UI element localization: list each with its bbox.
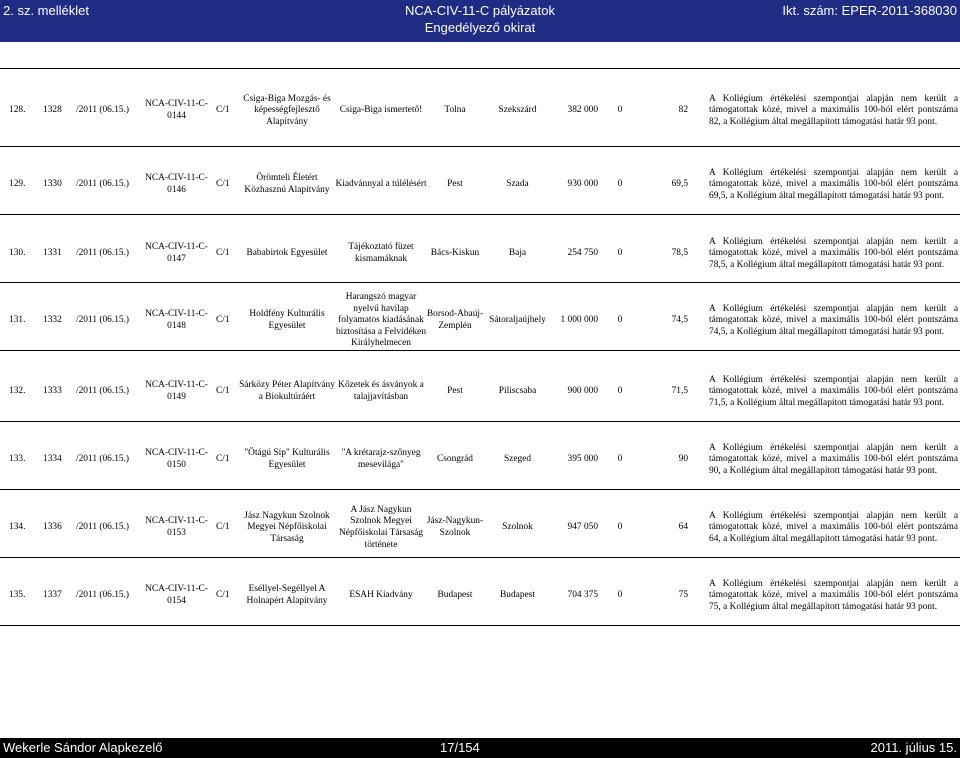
county: Pest: [447, 386, 463, 397]
row-divider: [0, 350, 960, 351]
document-subtitle: Engedélyező okirat: [424, 20, 536, 35]
requested-amount: 900 000: [567, 386, 598, 397]
category: C/1: [216, 248, 230, 259]
table-row: [0, 150, 960, 220]
application-date: /2011 (06.15.): [76, 522, 130, 533]
organization-name: Jász Nagykun Szolnok Megyei Népfőiskolai Társaság: [244, 510, 330, 544]
table-row: [0, 425, 960, 495]
table-row: [0, 561, 960, 631]
decision-note: A Kollégium értékelési szempontjai alapján nem került a támogatottak közé, mivel a maximális 100-ból elért pontszáma 74,5, a Kollégium által megállapított támogatási határ 93 pont.: [709, 303, 958, 337]
application-id: 1330: [43, 179, 62, 190]
row-number: 128.: [9, 105, 26, 116]
page-footer: [0, 738, 960, 758]
project-title: Csiga-Biga ismertető!: [339, 105, 423, 116]
granted-amount: 0: [617, 248, 623, 259]
application-id: 1333: [43, 386, 62, 397]
application-id: 1334: [43, 454, 62, 465]
category: C/1: [216, 315, 230, 326]
application-date: /2011 (06.15.): [76, 179, 130, 190]
row-divider: [0, 146, 960, 147]
row-number: 134.: [9, 522, 26, 533]
requested-amount: 930 000: [567, 179, 598, 190]
table-row: [0, 286, 960, 356]
category: C/1: [216, 522, 230, 533]
application-date: /2011 (06.15.): [76, 454, 130, 465]
granted-amount: 0: [617, 386, 623, 397]
organization-name: Sárközy Péter Alapítvány a Biokultúráért: [239, 380, 335, 402]
organization-name: Eséllyel-Segéllyel A Holnapért Alapítvány: [246, 584, 328, 606]
category: C/1: [216, 386, 230, 397]
application-code: NCA-CIV-11-C-0146: [145, 173, 208, 195]
header-rule: [0, 68, 960, 69]
row-number: 129.: [9, 179, 26, 190]
city: Budapest: [500, 590, 535, 601]
project-title: "A krétarajz-szőnyeg mesevilága": [341, 448, 421, 470]
requested-amount: 382 000: [567, 105, 598, 116]
county: Tolna: [444, 105, 466, 116]
application-id: 1332: [43, 315, 62, 326]
application-date: /2011 (06.15.): [76, 590, 130, 601]
project-title: Kőzetek és ásványok a talajjavításban: [338, 380, 424, 402]
table-row: [0, 357, 960, 427]
granted-amount: 0: [617, 105, 623, 116]
application-id: 1328: [43, 105, 62, 116]
project-title: Tájékoztató füzet kismamáknak: [348, 242, 414, 264]
project-title: A Jász Nagykun Szolnok Megyei Népfőiskolai Társaság története: [339, 504, 423, 550]
decision-note: A Kollégium értékelési szempontjai alapján nem került a támogatottak közé, mivel a maximális 100-ból elért pontszáma 82, a Kollégium által megállapított támogatási határ 93 pont.: [709, 93, 958, 127]
county: Borsod-Abaúj-Zemplén: [426, 309, 484, 331]
project-title: Harangszó magyar nyelvű havilap folyamatos kiadásának biztosítása a Felvidéken Királyhelmecen: [335, 292, 427, 349]
row-divider: [0, 557, 960, 558]
county: Pest: [447, 179, 463, 190]
requested-amount: 395 000: [567, 454, 598, 465]
score: 75: [678, 590, 688, 601]
row-number: 133.: [9, 454, 26, 465]
decision-note: A Kollégium értékelési szempontjai alapján nem került a támogatottak közé, mivel a maximális 100-ból elért pontszáma 78,5, a Kollégium által megállapított támogatási határ 93 pont.: [709, 236, 958, 270]
application-date: /2011 (06.15.): [76, 105, 130, 116]
application-code: NCA-CIV-11-C-0147: [145, 242, 208, 264]
city: Szeged: [503, 454, 532, 465]
row-number: 131.: [9, 315, 26, 326]
application-code: NCA-CIV-11-C-0148: [145, 309, 208, 331]
granted-amount: 0: [617, 179, 623, 190]
granted-amount: 0: [617, 590, 623, 601]
county: Bács-Kiskun: [430, 248, 480, 259]
city: Szekszárd: [498, 105, 537, 116]
county: Jász-Nagykun-Szolnok: [426, 516, 484, 538]
organization-name: Bababirtok Egyesület: [246, 248, 328, 259]
registry-number: Ikt. szám: EPER-2011-368030: [782, 3, 957, 18]
category: C/1: [216, 105, 230, 116]
table-row: [0, 76, 960, 146]
application-code: NCA-CIV-11-C-0150: [145, 448, 208, 470]
decision-note: A Kollégium értékelési szempontjai alapján nem került a támogatottak közé, mivel a maximális 100-ból elért pontszáma 71,5, a Kollégium által megállapított támogatási határ 93 pont.: [709, 374, 958, 408]
city: Szada: [506, 179, 529, 190]
score: 69,5: [671, 179, 688, 190]
score: 64: [678, 522, 688, 533]
row-number: 135.: [9, 590, 26, 601]
organization-name: "Ötágú Síp" Kulturális Egyesület: [244, 448, 330, 470]
county: Budapest: [437, 590, 473, 601]
granted-amount: 0: [617, 522, 623, 533]
decision-note: A Kollégium értékelési szempontjai alapján nem került a támogatottak közé, mivel a maximális 100-ból elért pontszáma 64, a Kollégium által megállapított támogatási határ 93 pont.: [709, 510, 958, 544]
city: Baja: [508, 248, 527, 259]
score: 71,5: [671, 386, 688, 397]
application-code: NCA-CIV-11-C-0144: [145, 99, 208, 121]
requested-amount: 254 750: [567, 248, 598, 259]
application-code: NCA-CIV-11-C-0149: [145, 380, 208, 402]
organization-name: Holdfény Kulturális Egyesület: [249, 309, 325, 331]
page-number: 17/154: [440, 740, 480, 755]
table-row: [0, 493, 960, 563]
row-divider: [0, 625, 960, 626]
score: 90: [678, 454, 688, 465]
application-id: 1337: [43, 590, 62, 601]
page-header: [0, 0, 960, 42]
decision-note: A Kollégium értékelési szempontjai alapján nem került a támogatottak közé, mivel a maximális 100-ból elért pontszáma 75, a Kollégium által megállapított támogatási határ 93 pont.: [709, 578, 958, 612]
decision-note: A Kollégium értékelési szempontjai alapján nem került a támogatottak közé, mivel a maximális 100-ból elért pontszáma 90, a Kollégium által megállapított támogatási határ 93 pont.: [709, 442, 958, 476]
requested-amount: 704 375: [567, 590, 598, 601]
annex-label: 2. sz. melléklet: [3, 3, 89, 18]
project-title: Kiadvánnyal a túlélésért: [335, 179, 427, 190]
row-divider: [0, 282, 960, 283]
application-date: /2011 (06.15.): [76, 315, 130, 326]
document-title: NCA-CIV-11-C pályázatok: [404, 3, 556, 18]
category: C/1: [216, 454, 230, 465]
application-code: NCA-CIV-11-C-0154: [145, 584, 208, 606]
row-number: 130.: [9, 248, 26, 259]
project-title: ESAH Kiadvány: [349, 590, 413, 601]
organization-name: Csiga-Biga Mozgás- és képességfejlesztő Alapítvány: [243, 93, 331, 127]
requested-amount: 947 050: [567, 522, 598, 533]
row-divider: [0, 421, 960, 422]
row-divider: [0, 489, 960, 490]
category: C/1: [216, 179, 230, 190]
city: Sátoraljaújhely: [489, 315, 546, 326]
city: Piliscsaba: [498, 386, 537, 397]
table-row: [0, 219, 960, 289]
granted-amount: 0: [617, 454, 623, 465]
county: Csongrád: [437, 454, 473, 465]
application-code: NCA-CIV-11-C-0153: [145, 516, 208, 538]
application-id: 1331: [43, 248, 62, 259]
decision-note: A Kollégium értékelési szempontjai alapján nem került a támogatottak közé, mivel a maximális 100-ból elért pontszáma 69,5, a Kollégium által megállapított támogatási határ 93 pont.: [709, 167, 958, 201]
row-number: 132.: [9, 386, 26, 397]
footer-date: 2011. július 15.: [870, 740, 957, 755]
score: 82: [678, 105, 688, 116]
score: 74,5: [671, 315, 688, 326]
city: Szolnok: [502, 522, 533, 533]
score: 78,5: [671, 248, 688, 259]
footer-organization: Wekerle Sándor Alapkezelő: [3, 740, 163, 755]
application-date: /2011 (06.15.): [76, 248, 130, 259]
row-divider: [0, 214, 960, 215]
application-date: /2011 (06.15.): [76, 386, 130, 397]
requested-amount: 1 000 000: [560, 315, 598, 326]
category: C/1: [216, 590, 230, 601]
granted-amount: 0: [617, 315, 623, 326]
organization-name: Örömteli Életért Közhasznú Alapítvány: [244, 173, 330, 195]
application-id: 1336: [43, 522, 62, 533]
